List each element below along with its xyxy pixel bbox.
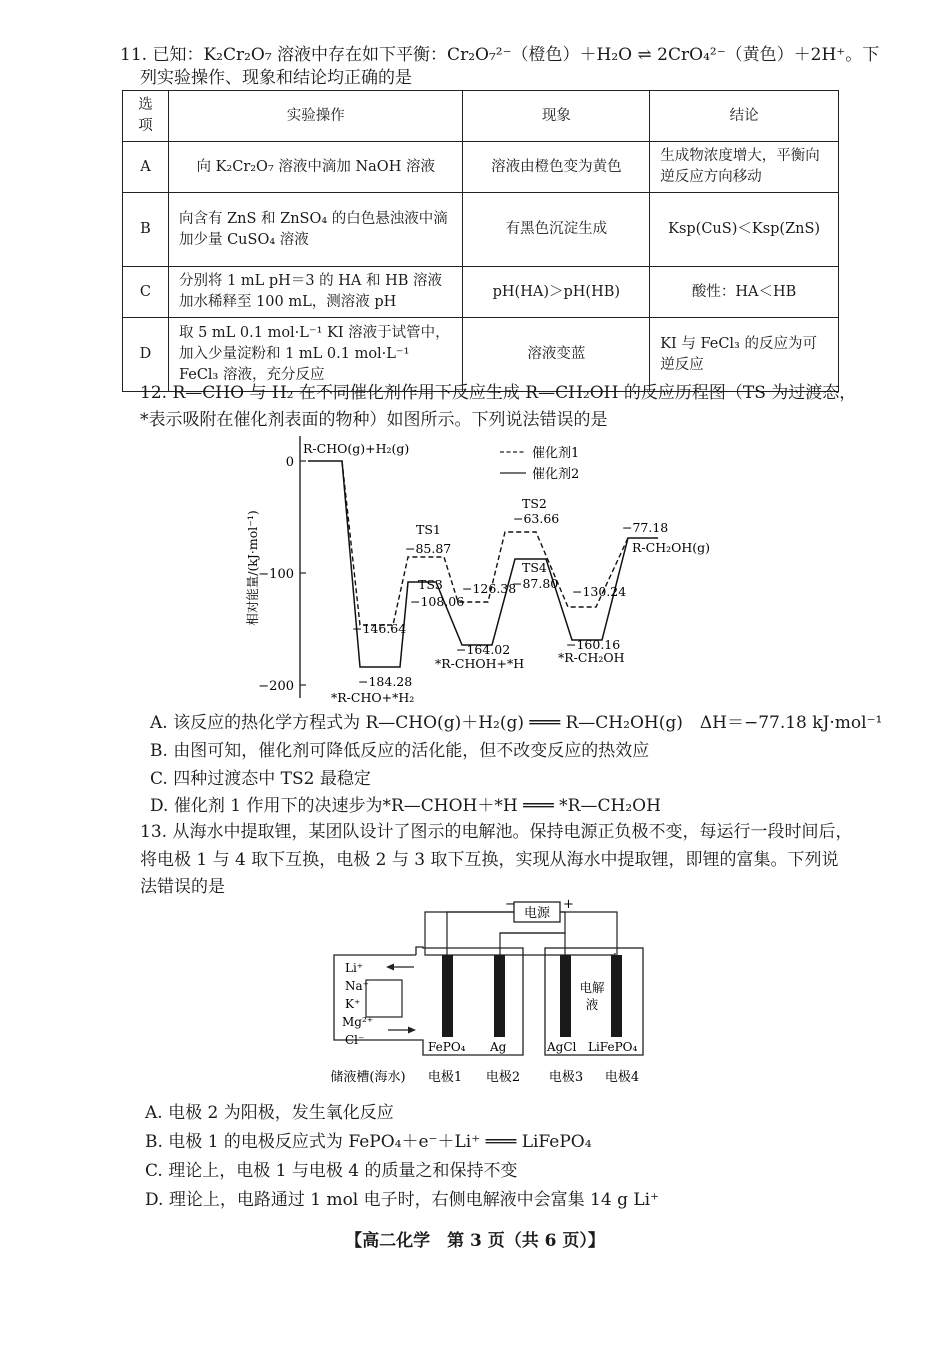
table-row (123, 193, 839, 267)
ts4-label: TS4 (522, 560, 547, 575)
ion-label: K⁺ (345, 997, 361, 1011)
i6-species: *R-CH₂OH (558, 650, 625, 665)
electrode-4 (611, 955, 622, 1037)
ts4-value: −87.80 (512, 576, 559, 591)
i4-value: −164.02 (456, 642, 511, 657)
row-operation: 向含有 ZnS 和 ZnSO₄ 的白色悬浊液中滴加少量 CuSO₄ 溶液 (168, 193, 463, 267)
ion-label: Li⁺ (345, 961, 364, 975)
electrode-1-caption: 电极1 (427, 1070, 463, 1085)
electrode-3-caption: 电极3 (548, 1070, 584, 1085)
table-header-row (123, 91, 839, 142)
y-tick-label: −100 (258, 567, 294, 582)
row-option: B (123, 193, 169, 267)
series-catalyst-1 (342, 461, 628, 625)
power-supply-label: 电源 (523, 906, 551, 921)
electrode-4-material: LiFePO₄ (588, 1040, 638, 1054)
electrode-3-material: AgCl (547, 1040, 577, 1054)
i1-value: −146.64 (352, 621, 407, 636)
q12-stem-line1: 12. R—CHO 与 H₂ 在不同催化剂作用下反应生成 R—CH₂OH 的反应历程图（TS 为过渡态， (140, 383, 857, 403)
header-option: 选项 (123, 91, 169, 142)
i3-value: −126.38 (462, 581, 517, 596)
row-phenomenon: 溶液由橙色变为黄色 (463, 142, 650, 193)
legend-label-1: 催化剂1 (532, 446, 580, 461)
row-phenomenon: 有黑色沉淀生成 (463, 193, 650, 267)
i4-species: *R-CHOH+*H (435, 656, 525, 671)
electrolyte-label: 电解 (579, 980, 605, 995)
header-conclusion: 结论 (650, 91, 839, 142)
y-tick-label: −200 (258, 679, 294, 694)
q12-option-d: D. 催化剂 1 作用下的决速步为*R—CHOH＋*H ═══ *R—CH₂OH (150, 796, 661, 816)
row-conclusion: 生成物浓度增大，平衡向逆反应方向移动 (650, 142, 839, 193)
q13-stem-line2: 将电极 1 与 4 取下互换，电极 2 与 3 取下互换，实现从海水中提取锂，即锂的富集。下列说 (140, 850, 839, 870)
tank-inner-box (366, 980, 402, 1017)
q12-stem-line2: *表示吸附在催化剂表面的物种）如图所示。下列说法错误的是 (140, 410, 608, 430)
electrolyte-label: 液 (585, 997, 599, 1012)
q13-stem-line3: 法错误的是 (140, 877, 225, 897)
row-conclusion: 酸性：HA＜HB (650, 267, 839, 318)
electrode-2-caption: 电极2 (485, 1070, 521, 1085)
electrode-4-caption: 电极4 (604, 1070, 640, 1085)
header-operation: 实验操作 (168, 91, 463, 142)
power-minus-sign: − (505, 897, 516, 912)
ts1-value: −85.87 (405, 541, 452, 556)
y-tick-label: 0 (285, 455, 294, 470)
q13-option-c: C. 理论上，电极 1 与电极 4 的质量之和保持不变 (145, 1161, 518, 1181)
row-phenomenon: pH(HA)＞pH(HB) (463, 267, 650, 318)
wire-e3 (500, 933, 565, 955)
i2-value: −184.28 (358, 674, 413, 689)
q13-option-b: B. 电极 1 的电极反应式为 FePO₄＋e⁻＋Li⁺ ═══ LiFePO₄ (145, 1132, 592, 1152)
q12-option-c: C. 四种过渡态中 TS2 最稳定 (150, 769, 371, 789)
ts3-value: −108.06 (410, 594, 465, 609)
end-species: R-CH₂OH(g) (632, 540, 711, 555)
legend-label-2: 催化剂2 (532, 467, 580, 482)
page-footer: 【高二化学 第 3 页（共 6 页）】 (345, 1231, 605, 1251)
q13-option-a: A. 电极 2 为阳极，发生氧化反应 (145, 1103, 394, 1123)
row-option: D (123, 318, 169, 392)
arrow-right-head (408, 1027, 416, 1034)
ion-label: Na⁺ (345, 979, 369, 993)
row-option: C (123, 267, 169, 318)
ts1-label: TS1 (416, 522, 441, 537)
header-phenomenon: 现象 (463, 91, 650, 142)
electrode-2-material: Ag (490, 1040, 507, 1054)
table-row (123, 267, 839, 318)
ion-label: Cl⁻ (345, 1033, 365, 1047)
ts3-label: TS3 (418, 577, 443, 592)
energy-profile-chart (230, 428, 750, 708)
ts2-label: TS2 (522, 496, 547, 511)
i6-value: −160.16 (566, 637, 621, 652)
row-phenomenon: 溶液变蓝 (463, 318, 650, 392)
row-operation: 分别将 1 mL pH＝3 的 HA 和 HB 溶液加水稀释至 100 mL，测溶液 pH (168, 267, 463, 318)
q12-option-b: B. 由图可知，催化剂可降低反应的活化能，但不改变反应的热效应 (150, 741, 650, 761)
power-plus-sign: + (563, 897, 574, 912)
q11-table (122, 90, 839, 392)
q11-stem-line2: 列实验操作、现象和结论均正确的是 (140, 68, 412, 88)
q13-option-d: D. 理论上，电路通过 1 mol 电子时，右侧电解液中会富集 14 g Li⁺ (145, 1190, 660, 1210)
electrode-3 (560, 955, 571, 1037)
q12-option-a: A. 该反应的热化学方程式为 R—CHO(g)＋H₂(g) ═══ R—CH₂OH(g) ΔH＝−77.18 kJ·mol⁻¹ (150, 713, 883, 733)
y-axis-label: 相对能量/(kJ·mol⁻¹) (245, 510, 260, 626)
middle-cell (416, 947, 523, 1055)
i5-value: −130.24 (572, 584, 627, 599)
end-value: −77.18 (622, 520, 669, 535)
start-species-label: R-CHO(g)+H₂(g) (303, 441, 410, 456)
row-operation: 取 5 mL 0.1 mol·L⁻¹ KI 溶液于试管中，加入少量淀粉和 1 mL 0.1 mol·L⁻¹ FeCl₃ 溶液，充分反应 (168, 318, 463, 392)
electrode-1-material: FePO₄ (428, 1040, 466, 1054)
electrode-2 (494, 955, 505, 1037)
electrode-1 (442, 955, 453, 1037)
q13-stem-line1: 13. 从海水中提取锂，某团队设计了图示的电解池。保持电源正负极不变，每运行一段时间后， (140, 822, 853, 842)
row-option: A (123, 142, 169, 193)
tank-caption: 储液槽(海水) (330, 1070, 406, 1085)
row-conclusion: KI 与 FeCl₃ 的反应为可逆反应 (650, 318, 839, 392)
arrow-left-head (386, 964, 394, 971)
i2-species: *R-CHO+*H₂ (331, 690, 415, 705)
row-operation: 向 K₂Cr₂O₇ 溶液中滴加 NaOH 溶液 (168, 142, 463, 193)
ion-label: Mg²⁺ (342, 1015, 374, 1029)
row-conclusion: Ksp(CuS)＜Ksp(ZnS) (650, 193, 839, 267)
q11-stem-line1: 11. 已知：K₂Cr₂O₇ 溶液中存在如下平衡：Cr₂O₇²⁻（橙色）＋H₂O ⇌ 2CrO₄²⁻（黄色）＋2H⁺。下 (120, 45, 880, 65)
electrolysis-cell-diagram (320, 895, 660, 1095)
table-row (123, 142, 839, 193)
ts2-value: −63.66 (513, 511, 560, 526)
